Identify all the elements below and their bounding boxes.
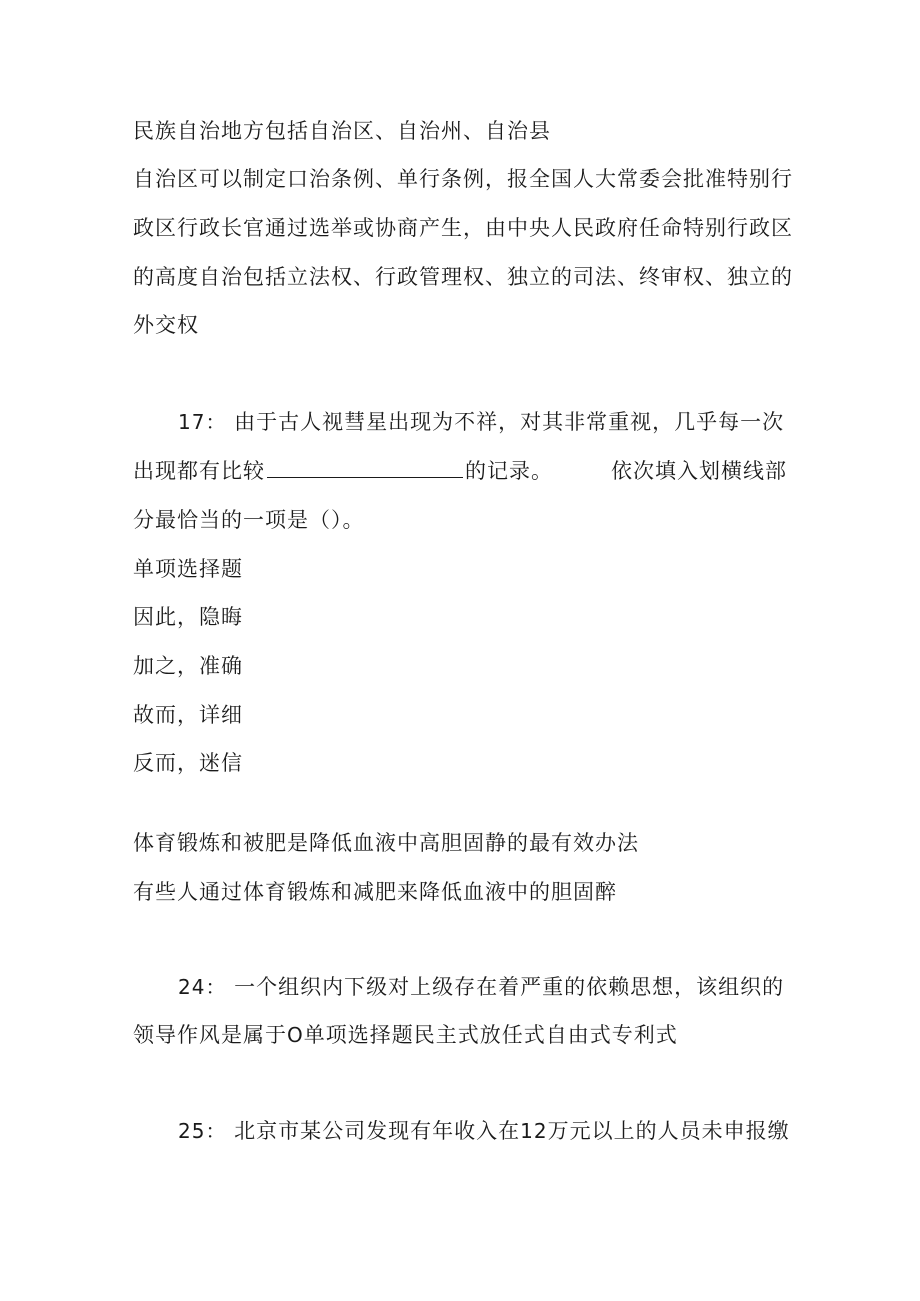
q17-text-2a: 出现都有比较 xyxy=(133,459,265,483)
q24-text-2a: 领导作风是属于 xyxy=(133,1023,287,1047)
q24-text-1: 一个组织内下级对上级存在着严重的依赖思想，该组织的 xyxy=(234,975,785,999)
intro-line-2: 自治区可以制定口治条例、单行条例，报全国人大常委会批准特别行 xyxy=(133,167,793,191)
q25-amount: 12 xyxy=(520,1119,548,1143)
q17-text-1: 由于古人视彗星出现为不祥，对其非常重视，几乎每一次 xyxy=(234,410,785,434)
q17-number: 17： xyxy=(178,410,227,434)
q24-text-2b: 单项选择题民主式放任式自由式专利式 xyxy=(303,1023,678,1047)
q17-line-2 xyxy=(133,456,787,486)
q24-line-1 xyxy=(178,972,784,1002)
q17-option-2: 加之，准确 xyxy=(133,654,243,678)
intro-line-1: 民族自治地方包括自治区、自治州、自治县 xyxy=(133,119,551,143)
q17-option-1: 因此，隐晦 xyxy=(133,605,243,629)
q25-line-1 xyxy=(178,1116,790,1146)
q25-text-1b: 万元以上的人员未申报缴 xyxy=(547,1119,790,1143)
q17-blank xyxy=(267,457,463,478)
q24-line-2 xyxy=(133,1020,678,1050)
intro-line-3: 政区行政长官通过选举或协商产生，由中央人民政府任命特别行政区 xyxy=(133,216,793,240)
q17-line-3: 分最恰当的一项是（）。 xyxy=(133,508,365,532)
q17-type: 单项选择题 xyxy=(133,557,243,581)
intro-line-4: 的高度自治包括立法权、行政管理权、独立的司法、终审权、独立的 xyxy=(133,265,793,289)
q17-option-4: 反而，迷信 xyxy=(133,751,243,775)
q25-text-1a: 北京市某公司发现有年收入在 xyxy=(234,1119,521,1143)
intro-line-5: 外交权 xyxy=(133,313,199,337)
q17-line-1 xyxy=(178,407,784,437)
q24-number: 24： xyxy=(178,975,227,999)
statement-1: 体育锻炼和被肥是降低血液中高胆固静的最有效办法 xyxy=(133,831,639,855)
q24-marker: O xyxy=(287,1023,304,1047)
q17-instruction: 依次填入划横线部 xyxy=(611,459,787,483)
q17-option-3: 故而，详细 xyxy=(133,703,243,727)
q25-number: 25： xyxy=(178,1119,227,1143)
statement-2: 有些人通过体育锻炼和减肥来降低血液中的胆固醉 xyxy=(133,880,617,904)
q17-text-2b: 的记录。 xyxy=(465,459,553,483)
